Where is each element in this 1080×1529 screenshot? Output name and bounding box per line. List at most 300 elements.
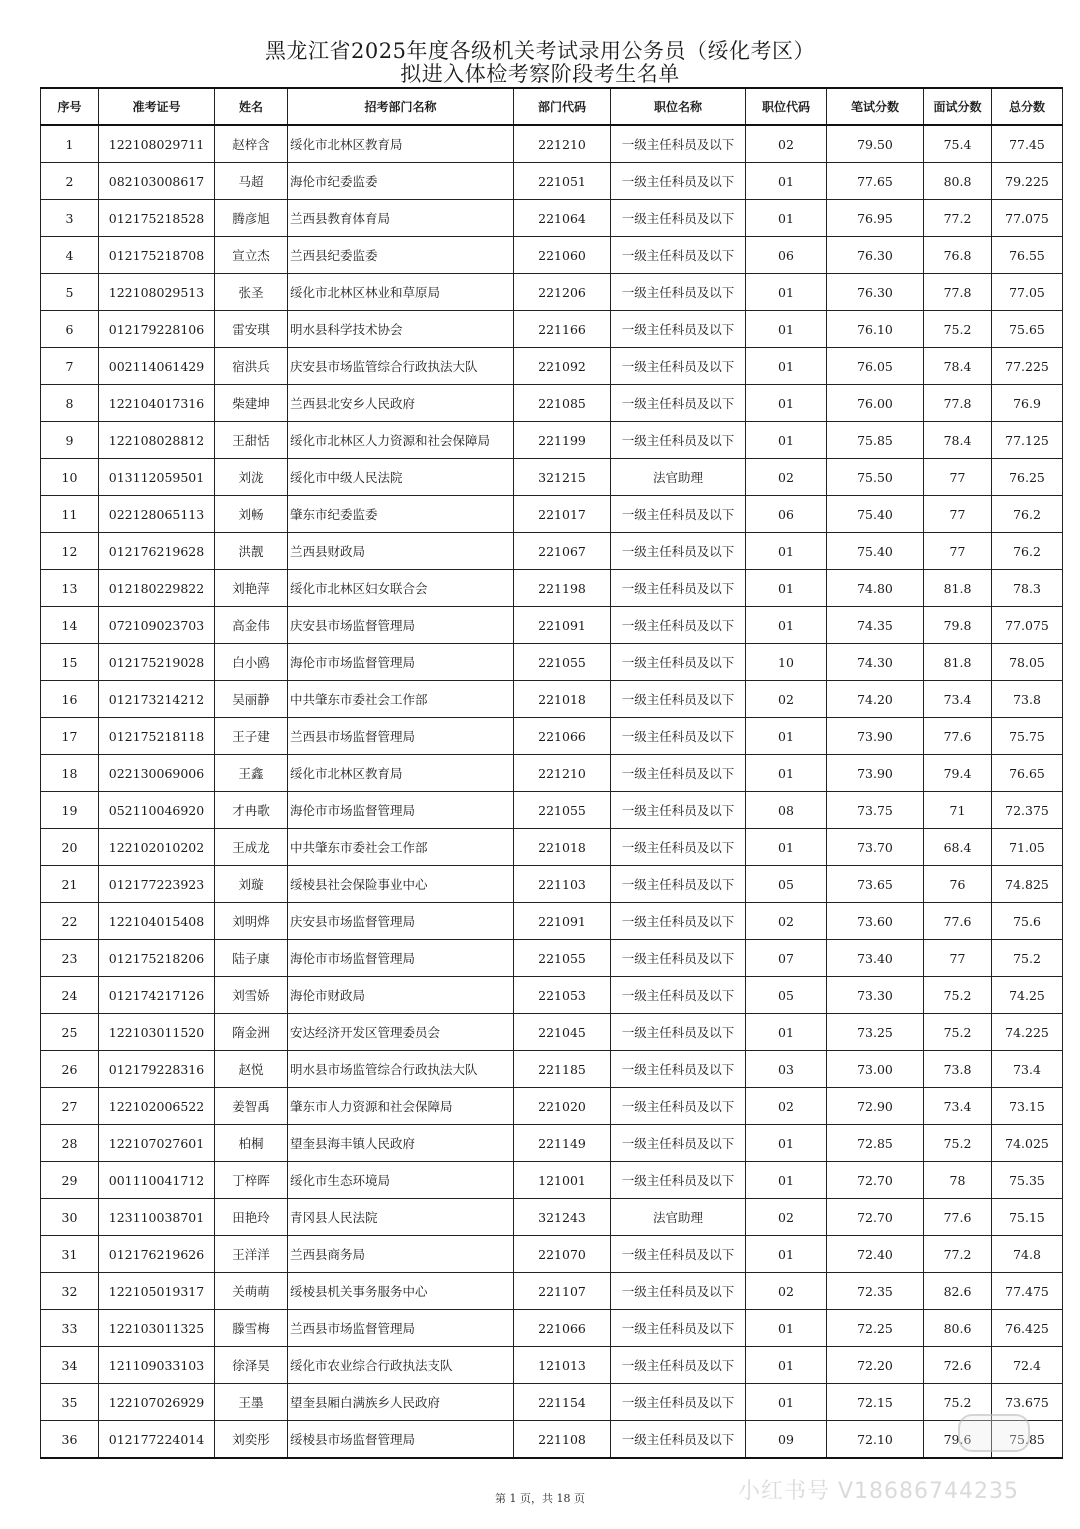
cell-interview-score: 72.6 (924, 1347, 992, 1384)
cell-written-score: 72.25 (827, 1310, 924, 1347)
cell-department: 绥棱县机关事务服务中心 (288, 1273, 514, 1310)
table-row (41, 1273, 1063, 1310)
cell-department: 兰西县教育体育局 (288, 200, 514, 237)
cell-dept-code: 221018 (514, 829, 611, 866)
cell-dept-code: 221103 (514, 866, 611, 903)
cell-position: 一级主任科员及以下 (611, 200, 746, 237)
cell-total-score: 77.125 (992, 422, 1063, 459)
cell-position-code: 01 (746, 274, 827, 311)
col-header-index: 序号 (41, 88, 99, 125)
table-row (41, 125, 1063, 163)
cell-position: 一级主任科员及以下 (611, 829, 746, 866)
cell-exam-id: 123110038701 (99, 1199, 215, 1236)
cell-total-score: 73.4 (992, 1051, 1063, 1088)
cell-position-code: 01 (746, 1347, 827, 1384)
cell-written-score: 72.15 (827, 1384, 924, 1421)
cell-position-code: 03 (746, 1051, 827, 1088)
cell-dept-code: 221053 (514, 977, 611, 1014)
cell-index: 27 (41, 1088, 99, 1125)
cell-dept-code: 221085 (514, 385, 611, 422)
cell-total-score: 74.025 (992, 1125, 1063, 1162)
cell-index: 7 (41, 348, 99, 385)
cell-interview-score: 78.4 (924, 422, 992, 459)
cell-interview-score: 77 (924, 533, 992, 570)
cell-position: 法官助理 (611, 459, 746, 496)
cell-written-score: 73.70 (827, 829, 924, 866)
cell-position: 法官助理 (611, 1199, 746, 1236)
cell-exam-id: 052110046920 (99, 792, 215, 829)
cell-position: 一级主任科员及以下 (611, 1162, 746, 1199)
cell-position: 一级主任科员及以下 (611, 496, 746, 533)
cell-index: 4 (41, 237, 99, 274)
cell-written-score: 72.70 (827, 1162, 924, 1199)
cell-position: 一级主任科员及以下 (611, 1088, 746, 1125)
cell-total-score: 78.05 (992, 644, 1063, 681)
cell-written-score: 73.25 (827, 1014, 924, 1051)
table-body (41, 125, 1063, 1458)
cell-exam-id: 122102006522 (99, 1088, 215, 1125)
col-header-position: 职位名称 (611, 88, 746, 125)
cell-department: 中共肇东市委社会工作部 (288, 829, 514, 866)
table-row (41, 903, 1063, 940)
cell-written-score: 77.65 (827, 163, 924, 200)
cell-written-score: 75.85 (827, 422, 924, 459)
cell-interview-score: 75.2 (924, 977, 992, 1014)
cell-written-score: 75.50 (827, 459, 924, 496)
cell-index: 24 (41, 977, 99, 1014)
cell-department: 兰西县财政局 (288, 533, 514, 570)
cell-written-score: 73.30 (827, 977, 924, 1014)
cell-exam-id: 012174217126 (99, 977, 215, 1014)
cell-exam-id: 122103011520 (99, 1014, 215, 1051)
cell-index: 11 (41, 496, 99, 533)
cell-exam-id: 022130069006 (99, 755, 215, 792)
cell-dept-code: 221066 (514, 1310, 611, 1347)
cell-exam-id: 012175218708 (99, 237, 215, 274)
cell-department: 庆安县市场监督管理局 (288, 607, 514, 644)
table-row (41, 533, 1063, 570)
cell-position: 一级主任科员及以下 (611, 755, 746, 792)
table-row (41, 977, 1063, 1014)
table-row (41, 385, 1063, 422)
cell-interview-score: 77.2 (924, 1236, 992, 1273)
cell-index: 13 (41, 570, 99, 607)
cell-written-score: 73.90 (827, 755, 924, 792)
cell-department: 明水县科学技术协会 (288, 311, 514, 348)
cell-position-code: 05 (746, 977, 827, 1014)
watermark-logo (958, 1414, 1030, 1452)
cell-position-code: 06 (746, 237, 827, 274)
cell-name: 刘雪娇 (215, 977, 288, 1014)
cell-exam-id: 122107026929 (99, 1384, 215, 1421)
cell-position-code: 01 (746, 200, 827, 237)
cell-department: 肇东市纪委监委 (288, 496, 514, 533)
cell-index: 36 (41, 1421, 99, 1459)
cell-position-code: 09 (746, 1421, 827, 1459)
cell-exam-id: 122105019317 (99, 1273, 215, 1310)
cell-total-score: 74.8 (992, 1236, 1063, 1273)
cell-written-score: 72.90 (827, 1088, 924, 1125)
cell-position: 一级主任科员及以下 (611, 163, 746, 200)
cell-exam-id: 001110041712 (99, 1162, 215, 1199)
cell-interview-score: 77.6 (924, 903, 992, 940)
page-footer: 第 1 页，共 18 页 (495, 1492, 585, 1505)
cell-department: 绥化市中级人民法院 (288, 459, 514, 496)
cell-interview-score: 79.4 (924, 755, 992, 792)
cell-position-code: 01 (746, 1310, 827, 1347)
cell-name: 关萌萌 (215, 1273, 288, 1310)
cell-exam-id: 122103011325 (99, 1310, 215, 1347)
cell-total-score: 74.225 (992, 1014, 1063, 1051)
table-row (41, 644, 1063, 681)
cell-dept-code: 221070 (514, 1236, 611, 1273)
cell-index: 5 (41, 274, 99, 311)
cell-department: 兰西县市场监督管理局 (288, 718, 514, 755)
cell-position: 一级主任科员及以下 (611, 792, 746, 829)
cell-position: 一级主任科员及以下 (611, 940, 746, 977)
cell-department: 绥化市北林区妇女联合会 (288, 570, 514, 607)
cell-position-code: 06 (746, 496, 827, 533)
cell-name: 王成龙 (215, 829, 288, 866)
cell-exam-id: 122108029711 (99, 125, 215, 163)
cell-dept-code: 221060 (514, 237, 611, 274)
watermark-text: 小红书号 V18686744235 (738, 1479, 1020, 1504)
cell-position: 一级主任科员及以下 (611, 1051, 746, 1088)
cell-dept-code: 221185 (514, 1051, 611, 1088)
cell-interview-score: 73.4 (924, 681, 992, 718)
cell-position: 一级主任科员及以下 (611, 1273, 746, 1310)
cell-written-score: 74.20 (827, 681, 924, 718)
cell-exam-id: 012175219028 (99, 644, 215, 681)
cell-name: 柴建坤 (215, 385, 288, 422)
cell-position: 一级主任科员及以下 (611, 311, 746, 348)
cell-name: 张圣 (215, 274, 288, 311)
cell-name: 宿洪兵 (215, 348, 288, 385)
cell-index: 31 (41, 1236, 99, 1273)
cell-interview-score: 68.4 (924, 829, 992, 866)
cell-position: 一级主任科员及以下 (611, 718, 746, 755)
cell-index: 12 (41, 533, 99, 570)
table-row (41, 1347, 1063, 1384)
cell-interview-score: 75.2 (924, 1384, 992, 1421)
cell-position-code: 05 (746, 866, 827, 903)
cell-total-score: 75.65 (992, 311, 1063, 348)
cell-total-score: 73.15 (992, 1088, 1063, 1125)
cell-name: 柏桐 (215, 1125, 288, 1162)
cell-exam-id: 072109023703 (99, 607, 215, 644)
cell-exam-id: 012180229822 (99, 570, 215, 607)
cell-exam-id: 012173214212 (99, 681, 215, 718)
cell-position: 一级主任科员及以下 (611, 903, 746, 940)
cell-position-code: 01 (746, 1384, 827, 1421)
cell-total-score: 77.05 (992, 274, 1063, 311)
table-row (41, 348, 1063, 385)
cell-name: 才冉歌 (215, 792, 288, 829)
cell-index: 15 (41, 644, 99, 681)
cell-total-score: 78.3 (992, 570, 1063, 607)
cell-total-score: 75.6 (992, 903, 1063, 940)
table-row (41, 1310, 1063, 1347)
cell-interview-score: 73.8 (924, 1051, 992, 1088)
cell-dept-code: 221149 (514, 1125, 611, 1162)
cell-position-code: 01 (746, 422, 827, 459)
table-row (41, 1014, 1063, 1051)
cell-exam-id: 012176219626 (99, 1236, 215, 1273)
table-row (41, 1199, 1063, 1236)
cell-exam-id: 122104017316 (99, 385, 215, 422)
cell-position: 一级主任科员及以下 (611, 977, 746, 1014)
cell-name: 丁梓晖 (215, 1162, 288, 1199)
cell-position-code: 02 (746, 903, 827, 940)
cell-position-code: 02 (746, 1088, 827, 1125)
cell-dept-code: 221091 (514, 903, 611, 940)
cell-dept-code: 221055 (514, 644, 611, 681)
cell-name: 王墨 (215, 1384, 288, 1421)
cell-position: 一级主任科员及以下 (611, 1014, 746, 1051)
cell-dept-code: 321243 (514, 1199, 611, 1236)
table-row (41, 1421, 1063, 1459)
cell-name: 刘奕彤 (215, 1421, 288, 1459)
cell-interview-score: 77.8 (924, 274, 992, 311)
table-row (41, 829, 1063, 866)
cell-position: 一级主任科员及以下 (611, 644, 746, 681)
cell-index: 16 (41, 681, 99, 718)
cell-dept-code: 221055 (514, 792, 611, 829)
cell-total-score: 77.225 (992, 348, 1063, 385)
cell-department: 兰西县商务局 (288, 1236, 514, 1273)
cell-interview-score: 78 (924, 1162, 992, 1199)
cell-total-score: 74.825 (992, 866, 1063, 903)
cell-total-score: 71.05 (992, 829, 1063, 866)
cell-department: 海伦市市场监督管理局 (288, 940, 514, 977)
table-row (41, 755, 1063, 792)
cell-department: 庆安县市场监管综合行政执法大队 (288, 348, 514, 385)
cell-position: 一级主任科员及以下 (611, 607, 746, 644)
cell-interview-score: 73.4 (924, 1088, 992, 1125)
cell-total-score: 73.8 (992, 681, 1063, 718)
cell-written-score: 75.40 (827, 533, 924, 570)
cell-department: 绥化市生态环境局 (288, 1162, 514, 1199)
cell-name: 刘艳萍 (215, 570, 288, 607)
cell-index: 2 (41, 163, 99, 200)
cell-total-score: 76.65 (992, 755, 1063, 792)
cell-position-code: 01 (746, 755, 827, 792)
cell-name: 王甜恬 (215, 422, 288, 459)
cell-index: 23 (41, 940, 99, 977)
cell-exam-id: 012179228316 (99, 1051, 215, 1088)
cell-interview-score: 75.2 (924, 1125, 992, 1162)
cell-total-score: 75.85 (992, 1421, 1063, 1459)
cell-name: 洪靓 (215, 533, 288, 570)
cell-interview-score: 79.6 (924, 1421, 992, 1459)
cell-department: 兰西县市场监督管理局 (288, 1310, 514, 1347)
cell-index: 19 (41, 792, 99, 829)
cell-department: 绥化市北林区林业和草原局 (288, 274, 514, 311)
cell-position: 一级主任科员及以下 (611, 1384, 746, 1421)
cell-dept-code: 121001 (514, 1162, 611, 1199)
cell-written-score: 73.75 (827, 792, 924, 829)
cell-interview-score: 80.6 (924, 1310, 992, 1347)
cell-dept-code: 221210 (514, 125, 611, 163)
cell-position-code: 01 (746, 1014, 827, 1051)
cell-name: 赵悦 (215, 1051, 288, 1088)
cell-position-code: 01 (746, 311, 827, 348)
table-row (41, 459, 1063, 496)
cell-interview-score: 77.2 (924, 200, 992, 237)
table-row (41, 607, 1063, 644)
cell-written-score: 74.30 (827, 644, 924, 681)
table-row (41, 1088, 1063, 1125)
cell-index: 1 (41, 125, 99, 163)
col-header-department: 招考部门名称 (288, 88, 514, 125)
cell-name: 赵梓含 (215, 125, 288, 163)
cell-written-score: 79.50 (827, 125, 924, 163)
cell-dept-code: 221108 (514, 1421, 611, 1459)
cell-name: 吴丽静 (215, 681, 288, 718)
cell-position-code: 01 (746, 348, 827, 385)
table-header-row (41, 88, 1063, 125)
cell-index: 14 (41, 607, 99, 644)
cell-name: 王洋洋 (215, 1236, 288, 1273)
cell-position-code: 01 (746, 570, 827, 607)
cell-position-code: 01 (746, 718, 827, 755)
cell-department: 安达经济开发区管理委员会 (288, 1014, 514, 1051)
cell-department: 海伦市市场监督管理局 (288, 644, 514, 681)
cell-position-code: 01 (746, 607, 827, 644)
cell-position-code: 02 (746, 1199, 827, 1236)
cell-dept-code: 121013 (514, 1347, 611, 1384)
cell-written-score: 76.30 (827, 237, 924, 274)
cell-position-code: 02 (746, 1273, 827, 1310)
cell-position: 一级主任科员及以下 (611, 1421, 746, 1459)
cell-written-score: 76.95 (827, 200, 924, 237)
cell-name: 马超 (215, 163, 288, 200)
cell-total-score: 77.075 (992, 607, 1063, 644)
cell-written-score: 72.40 (827, 1236, 924, 1273)
cell-position-code: 01 (746, 1236, 827, 1273)
cell-exam-id: 082103008617 (99, 163, 215, 200)
col-header-position-code: 职位代码 (746, 88, 827, 125)
cell-written-score: 76.30 (827, 274, 924, 311)
cell-name: 陆子康 (215, 940, 288, 977)
cell-name: 隋金洲 (215, 1014, 288, 1051)
cell-dept-code: 221017 (514, 496, 611, 533)
cell-total-score: 75.2 (992, 940, 1063, 977)
cell-dept-code: 221066 (514, 718, 611, 755)
cell-written-score: 72.10 (827, 1421, 924, 1459)
cell-interview-score: 77 (924, 496, 992, 533)
table-row (41, 1125, 1063, 1162)
cell-position-code: 07 (746, 940, 827, 977)
cell-total-score: 77.475 (992, 1273, 1063, 1310)
cell-position: 一级主任科员及以下 (611, 866, 746, 903)
cell-name: 刘畅 (215, 496, 288, 533)
cell-dept-code: 221055 (514, 940, 611, 977)
cell-dept-code: 221092 (514, 348, 611, 385)
cell-position: 一级主任科员及以下 (611, 1310, 746, 1347)
cell-interview-score: 77.6 (924, 718, 992, 755)
cell-index: 9 (41, 422, 99, 459)
cell-department: 庆安县市场监督管理局 (288, 903, 514, 940)
table-row (41, 274, 1063, 311)
cell-total-score: 76.55 (992, 237, 1063, 274)
cell-position-code: 01 (746, 829, 827, 866)
cell-exam-id: 122108028812 (99, 422, 215, 459)
table-row (41, 570, 1063, 607)
cell-department: 绥化市北林区教育局 (288, 125, 514, 163)
cell-exam-id: 122108029513 (99, 274, 215, 311)
cell-department: 望奎县厢白满族乡人民政府 (288, 1384, 514, 1421)
cell-position-code: 01 (746, 533, 827, 570)
cell-dept-code: 221018 (514, 681, 611, 718)
table-row (41, 940, 1063, 977)
table-row (41, 422, 1063, 459)
cell-interview-score: 80.8 (924, 163, 992, 200)
cell-interview-score: 76 (924, 866, 992, 903)
cell-written-score: 76.00 (827, 385, 924, 422)
cell-index: 6 (41, 311, 99, 348)
cell-index: 26 (41, 1051, 99, 1088)
table-row (41, 866, 1063, 903)
cell-name: 刘明烨 (215, 903, 288, 940)
cell-department: 肇东市人力资源和社会保障局 (288, 1088, 514, 1125)
cell-dept-code: 221064 (514, 200, 611, 237)
cell-position: 一级主任科员及以下 (611, 681, 746, 718)
cell-total-score: 77.45 (992, 125, 1063, 163)
cell-position-code: 10 (746, 644, 827, 681)
table-row (41, 1236, 1063, 1273)
document-subtitle: 拟进入体检考察阶段考生名单 (400, 62, 680, 86)
cell-dept-code: 221166 (514, 311, 611, 348)
cell-position: 一级主任科员及以下 (611, 125, 746, 163)
cell-department: 海伦市市场监督管理局 (288, 792, 514, 829)
cell-written-score: 75.40 (827, 496, 924, 533)
cell-department: 中共肇东市委社会工作部 (288, 681, 514, 718)
cell-index: 3 (41, 200, 99, 237)
cell-total-score: 74.25 (992, 977, 1063, 1014)
cell-position-code: 02 (746, 459, 827, 496)
cell-index: 18 (41, 755, 99, 792)
table-row (41, 1051, 1063, 1088)
cell-department: 海伦市财政局 (288, 977, 514, 1014)
cell-written-score: 74.35 (827, 607, 924, 644)
cell-interview-score: 82.6 (924, 1273, 992, 1310)
document-title: 黑龙江省2025年度各级机关考试录用公务员（绥化考区） (265, 39, 815, 63)
cell-exam-id: 012177223923 (99, 866, 215, 903)
cell-total-score: 75.35 (992, 1162, 1063, 1199)
table-row (41, 681, 1063, 718)
cell-position: 一级主任科员及以下 (611, 274, 746, 311)
table-row (41, 496, 1063, 533)
cell-interview-score: 81.8 (924, 644, 992, 681)
cell-written-score: 72.35 (827, 1273, 924, 1310)
cell-name: 王鑫 (215, 755, 288, 792)
cell-exam-id: 002114061429 (99, 348, 215, 385)
cell-written-score: 74.80 (827, 570, 924, 607)
cell-interview-score: 75.2 (924, 311, 992, 348)
cell-exam-id: 022128065113 (99, 496, 215, 533)
cell-interview-score: 75.4 (924, 125, 992, 163)
cell-interview-score: 77.8 (924, 385, 992, 422)
table-row (41, 200, 1063, 237)
col-header-exam-id: 准考证号 (99, 88, 215, 125)
table-row (41, 792, 1063, 829)
col-header-name: 姓名 (215, 88, 288, 125)
cell-index: 35 (41, 1384, 99, 1421)
cell-interview-score: 76.8 (924, 237, 992, 274)
cell-total-score: 76.2 (992, 496, 1063, 533)
cell-dept-code: 221045 (514, 1014, 611, 1051)
